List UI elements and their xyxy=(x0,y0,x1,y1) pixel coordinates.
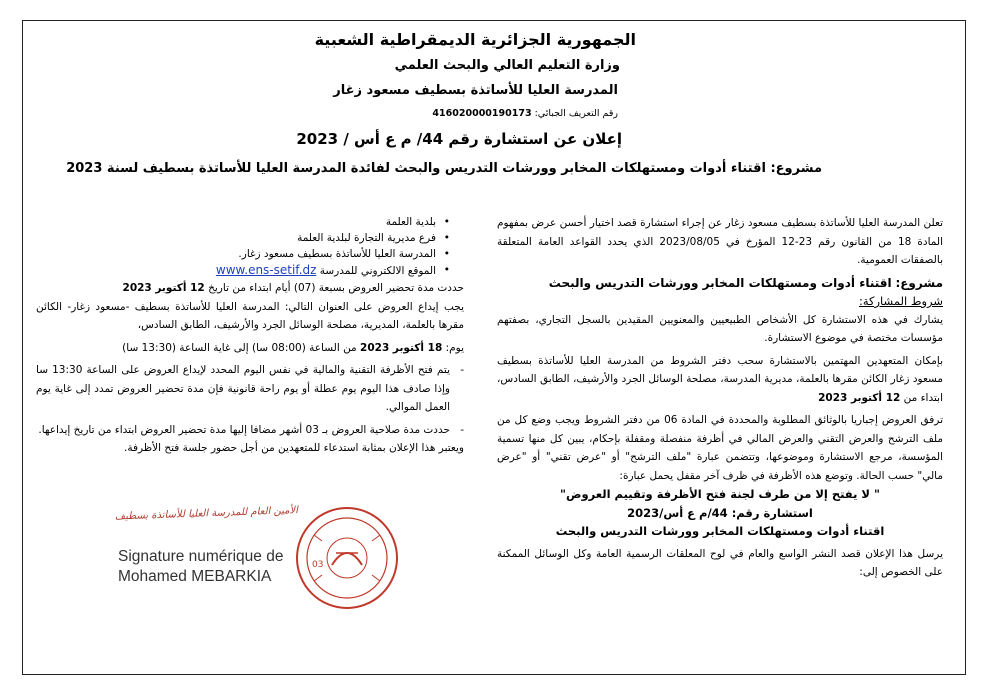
deadline-paragraph xyxy=(36,279,464,298)
deposit-hours: من الساعة (08:00 سا) إلى غاية الساعة (13:30 سا) xyxy=(122,341,357,354)
deposit-day-label: يوم: xyxy=(445,341,464,354)
envelope-line-3: اقتناء أدوات ومستهلكات المخابر وورشات التدريس والبحث xyxy=(555,524,885,538)
left-column xyxy=(36,214,464,458)
stamp-number: 03 xyxy=(312,560,324,570)
deposit-schedule xyxy=(36,339,464,358)
tax-id xyxy=(300,108,618,119)
withdrawal-text: بإمكان المتعهدين المهتمين بالاستشارة سحب دفتر الشروط من المدرسة العليا للأساتذة بسطيف مسعود زغار الكائن مقرها بالعلمة، مديرية المدرسة، مصلحة الوسائل الجرد والأرشيف، الطابق السادس، ابتداء من xyxy=(497,354,943,404)
signatory-title: الأمين العام للمدرسة العليا للأساتذة بسطيف xyxy=(114,505,299,523)
project-subheading xyxy=(497,274,943,293)
notice-title: إعلان عن استشارة رقم 44/ م ع أس / 2023 xyxy=(296,130,622,148)
documents-paragraph: ترفق العروض إجباريا بالوثائق المطلوبة والمحددة في المادة 06 من دفتر الشروط ويجب وضع كل من ملف الترشح والعرض التقني والعرض المالي في أظرفة منفصلة ومقفلة بإحكام، يبين كل منها تسمية المؤسسة، مرجع الاستشارة وموضوعها، وتتضمن عبارة "ملف الترشح" أو "عرض تقني" أو "عرض مالي" حسب الحالة. وتوضع هذه الأظرفة في ظرف آخر مقفل يحمل عبارة: xyxy=(497,414,943,482)
project-title: اقتناء أدوات ومستهلكات المخابر وورشات التدريس والبحث xyxy=(548,275,892,290)
deposit-day: 18 أكتوبر 2023 xyxy=(360,341,443,354)
school-heading: المدرسة العليا للأساتذة بسطيف مسعود زغار xyxy=(333,83,618,98)
withdrawal-date: 12 أكتوبر 2023 xyxy=(818,391,901,404)
recipient-item: • بلدية العلمة xyxy=(36,214,450,230)
digital-signature-line-1: Signature numérique de xyxy=(118,548,284,565)
withdrawal-paragraph xyxy=(497,352,943,408)
project-line: مشروع: اقتناء أدوات ومستهلكات المخابر وورشات التدريس والبحث لفائدة المدرسة العليا للأساتذة بسطيف لسنة 2023 xyxy=(66,161,822,176)
tax-id-label: رقم التعريف الجبائي: xyxy=(534,108,618,119)
closing-paragraph: يرسل هذا الإعلان قصد النشر الواسع والعام في لوح المعلقات الرسمية العامة وكل الوسائل الممكنة على الخصوص إلى: xyxy=(497,547,943,578)
deadline-text: حددت مدة تحضير العروض بسبعة (07) أيام ابتداء من تاريخ xyxy=(208,282,464,294)
participation-paragraph: يشارك في هذه الاستشارة كل الأشخاص الطبيعيين والمعنويين المقيدين بالسجل التجاري، بصفتهم مؤسسات مختصة في موضوع الاستشارة. xyxy=(497,313,943,344)
digital-signature-line-2: Mohamed MEBARKIA xyxy=(118,568,272,585)
right-column xyxy=(497,214,943,582)
tax-id-value: 416020000190173 xyxy=(432,108,532,119)
envelope-line-1: " لا يفتح إلا من طرف لجنة فتح الأظرفة وتقييم العروض" xyxy=(560,487,880,501)
digital-signature-text xyxy=(118,547,283,587)
republic-heading: الجمهورية الجزائرية الديمقراطية الشعبية xyxy=(314,30,636,49)
envelope-line-2: استشارة رقم: 44/م ع أس/2023 xyxy=(627,505,813,520)
project-label: مشروع: xyxy=(895,275,943,290)
official-stamp-icon xyxy=(294,505,400,611)
invitation-paragraph: ويعتبر هذا الإعلان بمثابة استدعاء للمتعهدين من أجل حضور جلسة فتح الأظرفة. xyxy=(123,442,464,454)
recipient-item: • المدرسة العليا للأساتذة بسطيف مسعود زغار. xyxy=(36,246,450,262)
intro-paragraph: تعلن المدرسة العليا للأساتذة بسطيف مسعود زغار عن إجراء استشارة قصد اختيار أحسن عرض بمفهوم المادة 18 من القانون رقم 23-12 المؤرخ في 2023/08/05 الذي يحدد القواعد العامة المتعلقة بالصفقات العمومية. xyxy=(497,217,943,266)
deadline-date: 12 أكتوبر 2023 xyxy=(122,282,205,294)
recipient-item xyxy=(36,262,450,279)
recipients-list xyxy=(36,214,464,279)
recipient-website-label: الموقع الالكتروني للمدرسة xyxy=(319,265,436,277)
website-link[interactable]: www.ens-setif.dz xyxy=(215,263,317,277)
recipient-item: • فرع مديرية التجارة لبلدية العلمة xyxy=(36,230,450,246)
opening-paragraph: - يتم فتح الأظرفة التقنية والمالية في نفس اليوم المحدد لإيداع العروض على الساعة 13:30 سا وإذا صادف هذا اليوم يوم عطلة أو يوم راحة قانونية فإن مدة تحضير العروض تمدد إلى غاية يوم العمل الموالي. xyxy=(36,361,464,417)
deposit-paragraph: يجب إيداع العروض على العنوان التالي: المدرسة العليا للأساتذة بسطيف -مسعود زغار- الكائن مقرها بالعلمة، المديرية، مصلحة الوسائل الجرد والأرشيف، الطابق السادس، xyxy=(36,300,464,331)
validity-paragraph: - حددت مدة صلاحية العروض بـ 03 أشهر مضافا إليها مدة تحضير العروض ابتداء من تاريخ إيداعها. xyxy=(36,421,464,440)
conditions-heading: شروط المشاركة: xyxy=(858,294,943,308)
ministry-heading: وزارة التعليم العالي والبحث العلمي xyxy=(394,58,620,73)
